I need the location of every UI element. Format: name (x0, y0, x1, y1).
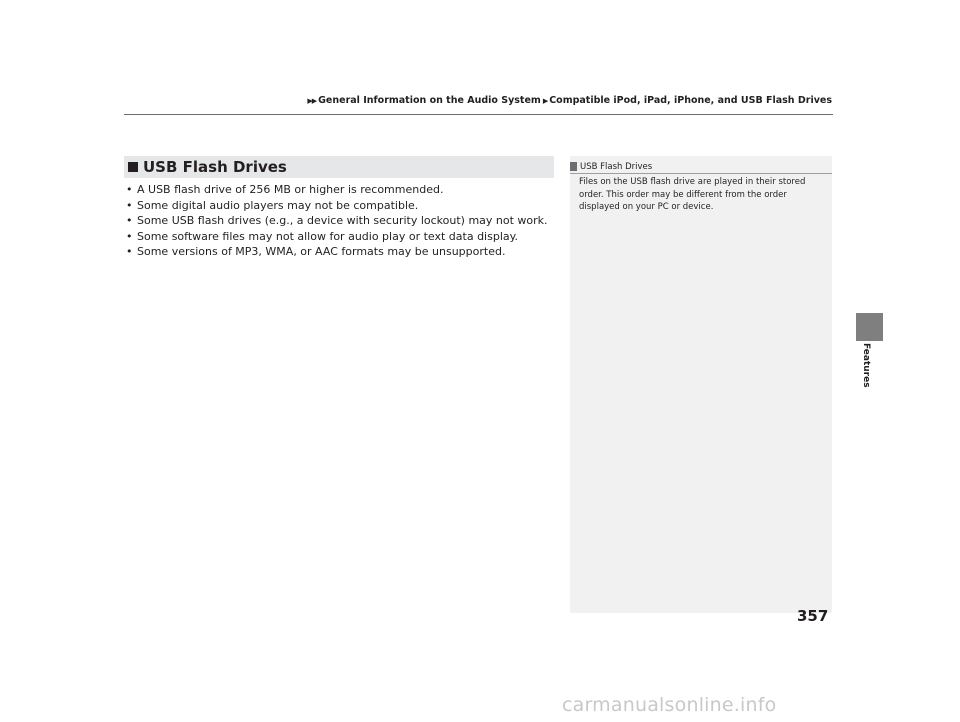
breadcrumb-item-audio-system[interactable]: General Information on the Audio System (318, 95, 541, 106)
section-square-icon (128, 162, 138, 172)
bullet-icon: • (126, 198, 133, 212)
list-item: • Some versions of MP3, WMA, or AAC formats may be unsupported. (126, 245, 506, 258)
section-header (124, 156, 554, 178)
chapter-tab-label: Features (861, 343, 871, 388)
breadcrumb-arrow-icon: ▶ (542, 96, 548, 105)
list-item: • Some digital audio players may not be compatible. (126, 198, 419, 212)
side-note-header (570, 160, 832, 174)
list-item: • Some software files may not allow for audio play or text data display. (126, 229, 519, 243)
bullet-list (126, 182, 554, 260)
side-note-title: USB Flash Drives (580, 161, 653, 172)
header-divider (124, 114, 833, 115)
list-item: • A USB flash drive of 256 MB or higher is recommended. (126, 183, 444, 196)
chapter-tab[interactable] (856, 313, 883, 341)
bullet-icon: • (126, 229, 133, 243)
watermark: carmanualsonline.info (562, 694, 777, 716)
breadcrumb-item-compatible-devices[interactable]: Compatible iPod, iPad, iPhone, and USB Flash Drives (549, 95, 832, 106)
breadcrumb (307, 95, 832, 106)
bullet-icon: • (126, 183, 133, 196)
bullet-icon: • (126, 245, 133, 258)
breadcrumb-arrow-icon: ▶▶ (307, 96, 317, 105)
list-item: • Some USB flash drives (e.g., a device with security lockout) may not work. (126, 214, 548, 227)
bullet-icon: • (126, 214, 133, 227)
side-note-panel (570, 156, 832, 613)
side-note-marker-icon (570, 162, 577, 171)
side-note-body: Files on the USB flash drive are played in their stored order. This order may be different from the order displayed on your PC or device. (579, 177, 806, 212)
page-number: 357 (797, 607, 829, 625)
section-title: USB Flash Drives (143, 158, 287, 176)
